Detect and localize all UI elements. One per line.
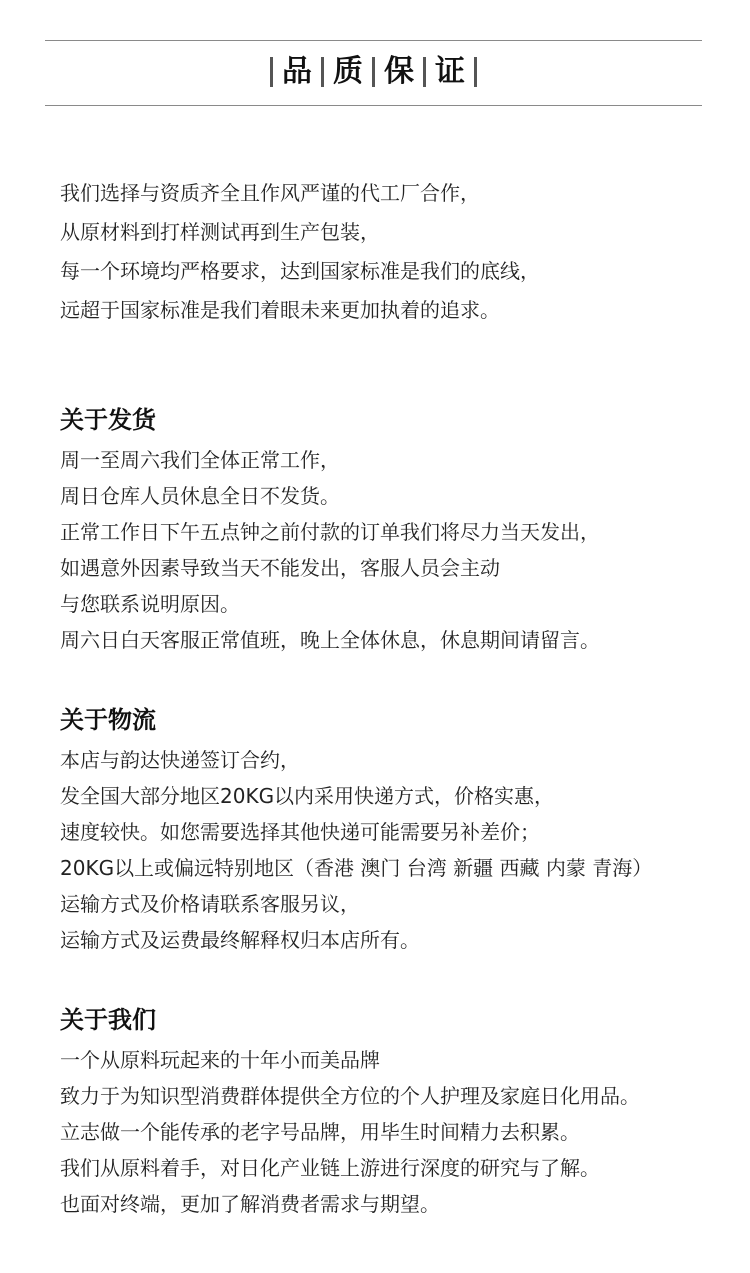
section-line: 我们从原料着手，对日化产业链上游进行深度的研究与了解。: [60, 1156, 600, 1180]
section-title: 关于发货: [60, 406, 156, 434]
title-divider: [270, 57, 273, 87]
section-line: 周日仓库人员休息全日不发货。: [60, 484, 340, 508]
title-char: 保: [384, 54, 414, 89]
section-line: 正常工作日下午五点钟之前付款的订单我们将尽力当天发出，: [60, 520, 600, 544]
intro-line: 我们选择与资质齐全且作风严谨的代工厂合作，: [60, 181, 480, 205]
intro-line: 远超于国家标准是我们着眼未来更加执着的追求。: [60, 298, 500, 322]
header-title: [45, 55, 702, 89]
title-divider: [372, 57, 375, 87]
title-divider: [423, 57, 426, 87]
section-line: 与您联系说明原因。: [60, 592, 240, 616]
section-line: 立志做一个能传承的老字号品牌，用毕生时间精力去积累。: [60, 1120, 580, 1144]
title-divider: [474, 57, 477, 87]
section-line: 周一至周六我们全体正常工作，: [60, 448, 340, 472]
section-line: 发全国大部分地区20KG以内采用快递方式，价格实惠，: [60, 784, 555, 808]
section-line: 致力于为知识型消费群体提供全方位的个人护理及家庭日化用品。: [60, 1084, 640, 1108]
quality-guarantee-header: [45, 40, 702, 106]
section-line: 运输方式及价格请联系客服另议，: [60, 892, 360, 916]
intro-line: 每一个环境均严格要求，达到国家标准是我们的底线，: [60, 259, 540, 283]
intro-paragraph: [60, 174, 720, 330]
title-divider: [321, 57, 324, 87]
section-title: 关于我们: [60, 1006, 156, 1034]
section-title: 关于物流: [60, 706, 156, 734]
section-logistics: [60, 702, 730, 958]
title-char: 证: [435, 54, 465, 89]
title-char: 品: [282, 54, 312, 89]
section-line: 如遇意外因素导致当天不能发出，客服人员会主动: [60, 556, 500, 580]
section-line: 本店与韵达快递签订合约，: [60, 748, 300, 772]
section-line: 速度较快。如您需要选择其他快递可能需要另补差价；: [60, 820, 540, 844]
section-line: 运输方式及运费最终解释权归本店所有。: [60, 928, 420, 952]
section-line: 20KG以上或偏远特别地区（香港 澳门 台湾 新疆 西藏 内蒙 青海）: [60, 856, 653, 880]
section-shipping: [60, 402, 730, 658]
section-line: 也面对终端，更加了解消费者需求与期望。: [60, 1192, 440, 1216]
intro-line: 从原材料到打样测试再到生产包装，: [60, 220, 380, 244]
section-line: 周六日白天客服正常值班，晚上全体休息，休息期间请留言。: [60, 628, 600, 652]
section-line: 一个从原料玩起来的十年小而美品牌: [60, 1048, 380, 1072]
section-about-us: [60, 1002, 730, 1222]
title-char: 质: [333, 54, 363, 89]
